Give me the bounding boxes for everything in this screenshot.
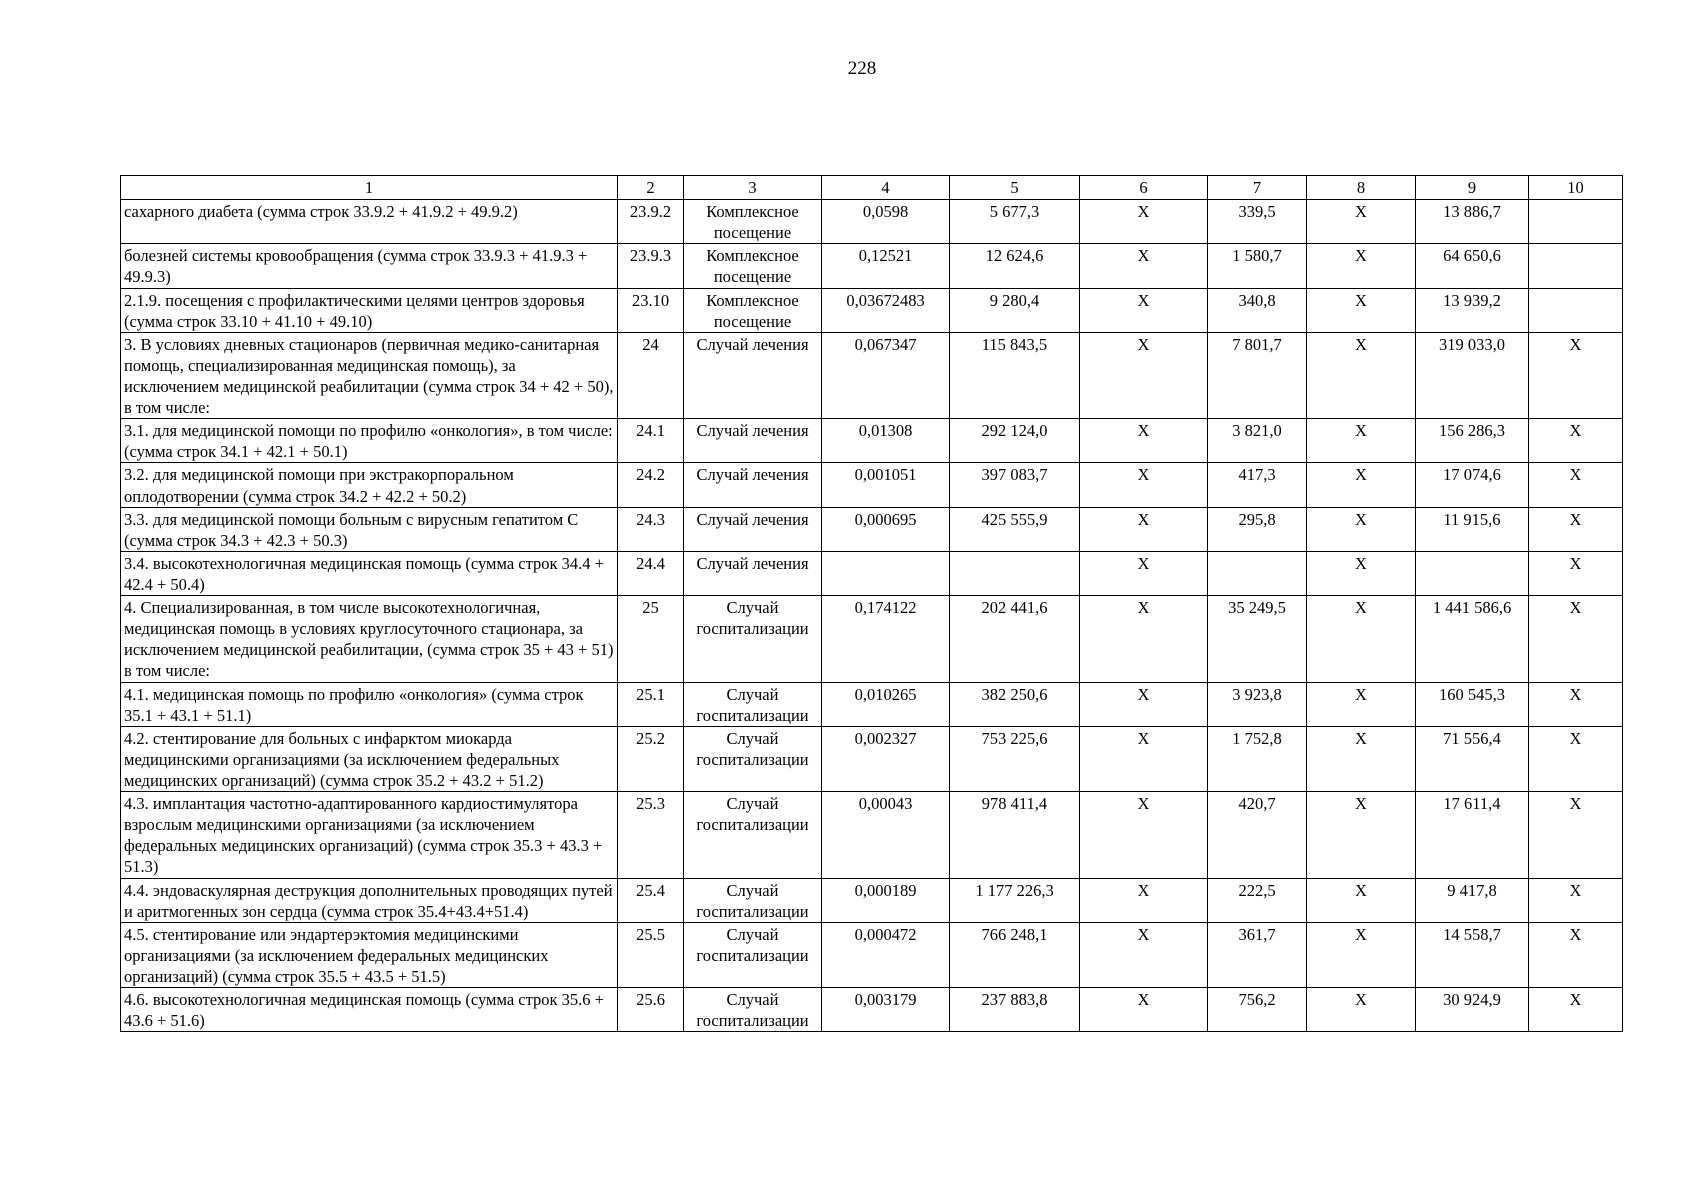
col-4-cell: 0,067347 [822, 332, 950, 418]
row-name-cell: 3.4. высокотехнологичная медицинская помощь (сумма строк 34.4 + 42.4 + 50.4) [121, 551, 618, 595]
row-code-cell: 25 [618, 596, 684, 682]
row-unit-cell: Случай лечения [684, 507, 822, 551]
col-8-cell: X [1307, 878, 1416, 922]
row-unit-cell: Случай госпитализации [684, 878, 822, 922]
header-cell: 3 [684, 176, 822, 200]
header-row [121, 176, 1623, 200]
row-name-cell: 4.4. эндоваскулярная деструкция дополнительных проводящих путей и аритмогенных зон сердца (сумма строк 35.4+43.4+51.4) [121, 878, 618, 922]
col-7-cell: 3 821,0 [1208, 419, 1307, 463]
table-row [121, 463, 1623, 507]
col-8-cell: X [1307, 726, 1416, 791]
col-8-cell: X [1307, 200, 1416, 244]
col-5-cell: 292 124,0 [950, 419, 1080, 463]
col-4-cell: 0,001051 [822, 463, 950, 507]
row-unit-cell: Случай лечения [684, 419, 822, 463]
col-4-cell [822, 551, 950, 595]
col-6-cell: X [1080, 792, 1208, 878]
col-4-cell: 0,000695 [822, 507, 950, 551]
col-7-cell: 7 801,7 [1208, 332, 1307, 418]
row-code-cell: 25.1 [618, 682, 684, 726]
col-7-cell: 35 249,5 [1208, 596, 1307, 682]
col-7-cell: 295,8 [1208, 507, 1307, 551]
table-row [121, 878, 1623, 922]
col-8-cell: X [1307, 988, 1416, 1032]
col-8-cell: X [1307, 551, 1416, 595]
col-10-cell [1529, 288, 1623, 332]
page-number: 228 [847, 58, 877, 79]
col-4-cell: 0,0598 [822, 200, 950, 244]
header-cell: 5 [950, 176, 1080, 200]
data-table [120, 175, 1623, 1032]
col-6-cell: X [1080, 988, 1208, 1032]
table-row [121, 922, 1623, 987]
row-code-cell: 23.10 [618, 288, 684, 332]
row-code-cell: 24.1 [618, 419, 684, 463]
col-4-cell: 0,00043 [822, 792, 950, 878]
col-4-cell: 0,01308 [822, 419, 950, 463]
table-row [121, 726, 1623, 791]
header-cell: 7 [1208, 176, 1307, 200]
col-5-cell: 115 843,5 [950, 332, 1080, 418]
col-6-cell: X [1080, 288, 1208, 332]
col-4-cell: 0,010265 [822, 682, 950, 726]
table-row [121, 507, 1623, 551]
col-5-cell: 397 083,7 [950, 463, 1080, 507]
col-8-cell: X [1307, 463, 1416, 507]
header-cell: 8 [1307, 176, 1416, 200]
table-row [121, 596, 1623, 682]
col-9-cell: 71 556,4 [1416, 726, 1529, 791]
col-8-cell: X [1307, 682, 1416, 726]
row-unit-cell: Случай госпитализации [684, 792, 822, 878]
col-7-cell: 756,2 [1208, 988, 1307, 1032]
col-9-cell: 11 915,6 [1416, 507, 1529, 551]
col-10-cell: X [1529, 551, 1623, 595]
col-10-cell [1529, 244, 1623, 288]
col-9-cell: 156 286,3 [1416, 419, 1529, 463]
col-6-cell: X [1080, 682, 1208, 726]
col-6-cell: X [1080, 551, 1208, 595]
row-code-cell: 24.3 [618, 507, 684, 551]
col-10-cell: X [1529, 419, 1623, 463]
col-5-cell: 978 411,4 [950, 792, 1080, 878]
table-row [121, 419, 1623, 463]
col-7-cell: 222,5 [1208, 878, 1307, 922]
col-5-cell: 766 248,1 [950, 922, 1080, 987]
col-6-cell: X [1080, 507, 1208, 551]
row-unit-cell: Случай лечения [684, 332, 822, 418]
col-10-cell: X [1529, 463, 1623, 507]
col-9-cell: 319 033,0 [1416, 332, 1529, 418]
col-10-cell [1529, 200, 1623, 244]
row-code-cell: 23.9.3 [618, 244, 684, 288]
col-10-cell: X [1529, 988, 1623, 1032]
row-name-cell: 4.2. стентирование для больных с инфарктом миокарда медицинскими организациями (за исключением федеральных медицинских организаций) (сумма строк 35.2 + 43.2 + 51.2) [121, 726, 618, 791]
col-9-cell: 14 558,7 [1416, 922, 1529, 987]
row-name-cell: сахарного диабета (сумма строк 33.9.2 + 41.9.2 + 49.9.2) [121, 200, 618, 244]
col-8-cell: X [1307, 332, 1416, 418]
row-unit-cell: Случай лечения [684, 463, 822, 507]
col-6-cell: X [1080, 596, 1208, 682]
col-6-cell: X [1080, 244, 1208, 288]
col-10-cell: X [1529, 922, 1623, 987]
col-6-cell: X [1080, 463, 1208, 507]
row-code-cell: 24.2 [618, 463, 684, 507]
header-cell: 1 [121, 176, 618, 200]
col-4-cell: 0,03672483 [822, 288, 950, 332]
col-7-cell: 361,7 [1208, 922, 1307, 987]
col-9-cell [1416, 551, 1529, 595]
row-unit-cell: Случай госпитализации [684, 922, 822, 987]
row-name-cell: 4. Специализированная, в том числе высокотехнологичная, медицинская помощь в условиях круглосуточного стационара, за исключением медицинской реабилитации, (сумма строк 35 + 43 + 51) в том числе: [121, 596, 618, 682]
col-7-cell [1208, 551, 1307, 595]
col-10-cell: X [1529, 682, 1623, 726]
col-9-cell: 13 939,2 [1416, 288, 1529, 332]
row-code-cell: 25.2 [618, 726, 684, 791]
col-6-cell: X [1080, 878, 1208, 922]
col-9-cell: 1 441 586,6 [1416, 596, 1529, 682]
row-name-cell: 3.3. для медицинской помощи больным с вирусным гепатитом С (сумма строк 34.3 + 42.3 + 50.3) [121, 507, 618, 551]
col-6-cell: X [1080, 419, 1208, 463]
col-7-cell: 1 580,7 [1208, 244, 1307, 288]
col-4-cell: 0,12521 [822, 244, 950, 288]
col-9-cell: 17 611,4 [1416, 792, 1529, 878]
row-unit-cell: Случай госпитализации [684, 726, 822, 791]
col-6-cell: X [1080, 200, 1208, 244]
col-5-cell [950, 551, 1080, 595]
col-7-cell: 420,7 [1208, 792, 1307, 878]
row-unit-cell: Случай госпитализации [684, 988, 822, 1032]
col-8-cell: X [1307, 507, 1416, 551]
col-5-cell: 12 624,6 [950, 244, 1080, 288]
row-code-cell: 24.4 [618, 551, 684, 595]
col-6-cell: X [1080, 922, 1208, 987]
row-code-cell: 25.3 [618, 792, 684, 878]
table-row [121, 988, 1623, 1032]
table-row [121, 332, 1623, 418]
row-code-cell: 25.6 [618, 988, 684, 1032]
table-row [121, 244, 1623, 288]
col-10-cell: X [1529, 596, 1623, 682]
row-code-cell: 25.4 [618, 878, 684, 922]
col-7-cell: 1 752,8 [1208, 726, 1307, 791]
row-name-cell: 4.1. медицинская помощь по профилю «онкология» (сумма строк 35.1 + 43.1 + 51.1) [121, 682, 618, 726]
col-5-cell: 237 883,8 [950, 988, 1080, 1032]
col-7-cell: 3 923,8 [1208, 682, 1307, 726]
table-row [121, 200, 1623, 244]
col-5-cell: 382 250,6 [950, 682, 1080, 726]
col-8-cell: X [1307, 244, 1416, 288]
row-name-cell: болезней системы кровообращения (сумма строк 33.9.3 + 41.9.3 + 49.9.3) [121, 244, 618, 288]
row-name-cell: 3. В условиях дневных стационаров (первичная медико-санитарная помощь, специализированная медицинская помощь), за исключением медицинской реабилитации (сумма строк 34 + 42 + 50), в том числе: [121, 332, 618, 418]
col-10-cell: X [1529, 507, 1623, 551]
row-name-cell: 4.3. имплантация частотно-адаптированного кардиостимулятора взрослым медицинскими организациями (за исключением федеральных медицинских организаций) (сумма строк 35.3 + 43.3 + 51.3) [121, 792, 618, 878]
row-unit-cell: Комплексное посещение [684, 288, 822, 332]
col-7-cell: 417,3 [1208, 463, 1307, 507]
table-row [121, 551, 1623, 595]
row-unit-cell: Комплексное посещение [684, 200, 822, 244]
row-name-cell: 2.1.9. посещения с профилактическими целями центров здоровья (сумма строк 33.10 + 41.10 + 49.10) [121, 288, 618, 332]
header-cell: 2 [618, 176, 684, 200]
col-9-cell: 13 886,7 [1416, 200, 1529, 244]
table-row [121, 792, 1623, 878]
row-code-cell: 24 [618, 332, 684, 418]
col-5-cell: 9 280,4 [950, 288, 1080, 332]
col-4-cell: 0,000189 [822, 878, 950, 922]
row-unit-cell: Случай лечения [684, 551, 822, 595]
header-cell: 10 [1529, 176, 1623, 200]
col-8-cell: X [1307, 596, 1416, 682]
row-name-cell: 3.2. для медицинской помощи при экстракорпоральном оплодотворении (сумма строк 34.2 + 42.2 + 50.2) [121, 463, 618, 507]
col-10-cell: X [1529, 726, 1623, 791]
row-name-cell: 4.6. высокотехнологичная медицинская помощь (сумма строк 35.6 + 43.6 + 51.6) [121, 988, 618, 1032]
col-5-cell: 425 555,9 [950, 507, 1080, 551]
row-name-cell: 3.1. для медицинской помощи по профилю «онкология», в том числе: (сумма строк 34.1 + 42.1 + 50.1) [121, 419, 618, 463]
col-6-cell: X [1080, 332, 1208, 418]
col-5-cell: 753 225,6 [950, 726, 1080, 791]
row-unit-cell: Случай госпитализации [684, 682, 822, 726]
col-5-cell: 5 677,3 [950, 200, 1080, 244]
row-code-cell: 25.5 [618, 922, 684, 987]
table-row [121, 288, 1623, 332]
col-5-cell: 1 177 226,3 [950, 878, 1080, 922]
row-name-cell: 4.5. стентирование или эндартерэктомия медицинскими организациями (за исключением федеральных медицинских организаций) (сумма строк 35.5 + 43.5 + 51.5) [121, 922, 618, 987]
col-4-cell: 0,174122 [822, 596, 950, 682]
col-6-cell: X [1080, 726, 1208, 791]
col-9-cell: 9 417,8 [1416, 878, 1529, 922]
col-8-cell: X [1307, 288, 1416, 332]
col-7-cell: 339,5 [1208, 200, 1307, 244]
col-9-cell: 64 650,6 [1416, 244, 1529, 288]
col-8-cell: X [1307, 419, 1416, 463]
col-10-cell: X [1529, 792, 1623, 878]
row-code-cell: 23.9.2 [618, 200, 684, 244]
header-cell: 9 [1416, 176, 1529, 200]
col-9-cell: 17 074,6 [1416, 463, 1529, 507]
row-unit-cell: Комплексное посещение [684, 244, 822, 288]
col-8-cell: X [1307, 792, 1416, 878]
header-cell: 6 [1080, 176, 1208, 200]
row-unit-cell: Случай госпитализации [684, 596, 822, 682]
header-cell: 4 [822, 176, 950, 200]
col-8-cell: X [1307, 922, 1416, 987]
col-5-cell: 202 441,6 [950, 596, 1080, 682]
col-10-cell: X [1529, 332, 1623, 418]
table-row [121, 682, 1623, 726]
col-4-cell: 0,003179 [822, 988, 950, 1032]
col-7-cell: 340,8 [1208, 288, 1307, 332]
col-9-cell: 160 545,3 [1416, 682, 1529, 726]
table-body [121, 200, 1623, 1032]
col-4-cell: 0,002327 [822, 726, 950, 791]
col-10-cell: X [1529, 878, 1623, 922]
col-4-cell: 0,000472 [822, 922, 950, 987]
col-9-cell: 30 924,9 [1416, 988, 1529, 1032]
